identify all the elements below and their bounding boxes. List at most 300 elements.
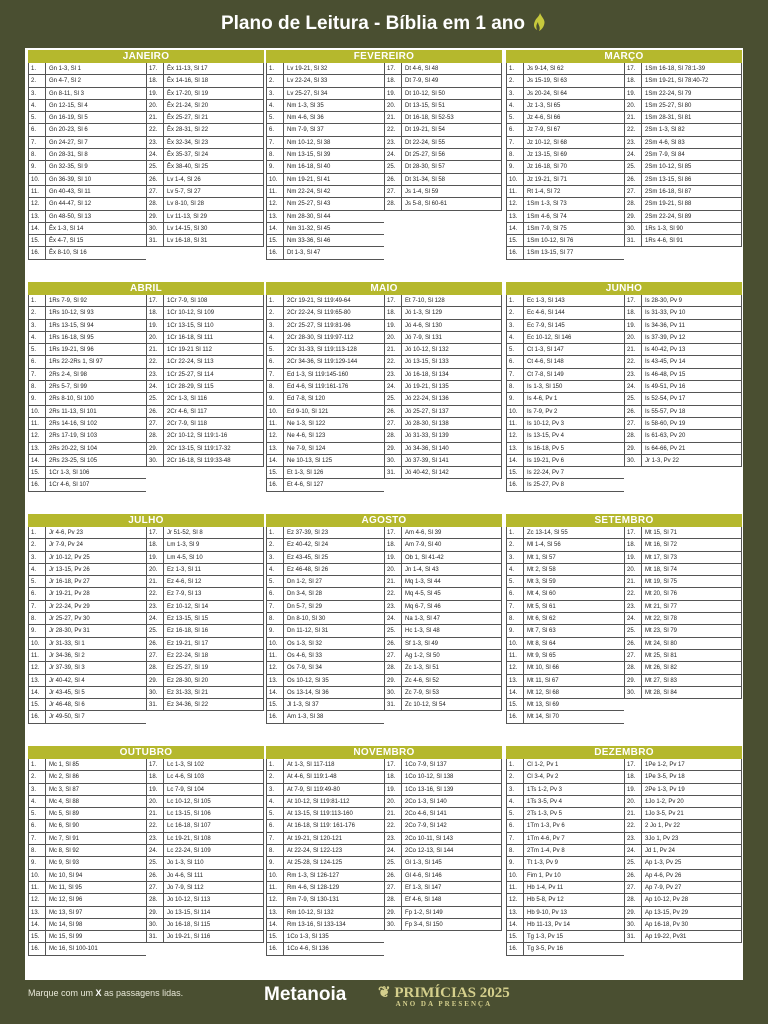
reading-day[interactable] [28,552,146,564]
reading-day[interactable] [28,381,146,393]
reading-day[interactable] [28,247,146,259]
reading-day[interactable] [624,235,742,247]
reading-day[interactable] [266,625,384,637]
reading-day[interactable] [624,894,742,906]
reading-day[interactable] [266,699,384,711]
reading-day[interactable] [146,406,264,418]
reading-day[interactable] [146,344,264,356]
reading-day[interactable] [146,455,264,467]
reading-day[interactable] [146,919,264,931]
reading-day[interactable] [266,845,384,857]
reading-day[interactable] [624,833,742,845]
reading-day[interactable] [624,564,742,576]
reading-day[interactable] [384,857,502,869]
reading-day[interactable] [384,100,502,112]
reading-day[interactable] [624,369,742,381]
reading-day[interactable] [266,161,384,173]
reading-day[interactable] [384,88,502,100]
reading-day[interactable] [384,344,502,356]
reading-day[interactable] [506,455,624,467]
reading-day[interactable] [266,687,384,699]
reading-day[interactable] [146,894,264,906]
reading-day[interactable] [624,820,742,832]
reading-day[interactable] [506,784,624,796]
reading-day[interactable] [506,161,624,173]
reading-day[interactable] [624,406,742,418]
reading-day[interactable] [384,393,502,405]
reading-day[interactable] [146,235,264,247]
reading-day[interactable] [506,613,624,625]
reading-day[interactable] [28,75,146,87]
reading-day[interactable] [266,601,384,613]
reading-day[interactable] [28,198,146,210]
reading-day[interactable] [506,430,624,442]
reading-day[interactable] [624,295,742,307]
reading-day[interactable] [28,870,146,882]
reading-day[interactable] [384,320,502,332]
reading-day[interactable] [28,845,146,857]
reading-day[interactable] [146,699,264,711]
reading-day[interactable] [266,443,384,455]
reading-day[interactable] [266,381,384,393]
reading-day[interactable] [384,369,502,381]
reading-day[interactable] [146,527,264,539]
reading-day[interactable] [266,613,384,625]
reading-day[interactable] [384,430,502,442]
reading-day[interactable] [506,943,624,955]
reading-day[interactable] [506,625,624,637]
reading-day[interactable] [28,539,146,551]
reading-day[interactable] [384,759,502,771]
reading-day[interactable] [28,662,146,674]
reading-day[interactable] [384,75,502,87]
reading-day[interactable] [146,88,264,100]
reading-day[interactable] [146,539,264,551]
reading-day[interactable] [624,344,742,356]
reading-day[interactable] [146,137,264,149]
reading-day[interactable] [384,418,502,430]
reading-day[interactable] [266,576,384,588]
reading-day[interactable] [624,613,742,625]
reading-day[interactable] [384,112,502,124]
reading-day[interactable] [146,100,264,112]
reading-day[interactable] [266,430,384,442]
reading-day[interactable] [28,931,146,943]
reading-day[interactable] [506,894,624,906]
reading-day[interactable] [28,430,146,442]
reading-day[interactable] [266,711,384,723]
reading-day[interactable] [266,211,384,223]
reading-day[interactable] [28,307,146,319]
reading-day[interactable] [28,796,146,808]
reading-day[interactable] [266,907,384,919]
reading-day[interactable] [146,223,264,235]
reading-day[interactable] [146,369,264,381]
reading-day[interactable] [506,687,624,699]
reading-day[interactable] [624,124,742,136]
reading-day[interactable] [506,601,624,613]
reading-day[interactable] [146,796,264,808]
reading-day[interactable] [266,100,384,112]
reading-day[interactable] [28,808,146,820]
reading-day[interactable] [28,699,146,711]
reading-day[interactable] [266,332,384,344]
reading-day[interactable] [146,759,264,771]
reading-day[interactable] [266,198,384,210]
reading-day[interactable] [146,857,264,869]
reading-day[interactable] [146,687,264,699]
reading-day[interactable] [146,613,264,625]
reading-day[interactable] [28,235,146,247]
reading-day[interactable] [28,161,146,173]
reading-day[interactable] [266,455,384,467]
reading-day[interactable] [28,332,146,344]
reading-day[interactable] [506,771,624,783]
reading-day[interactable] [384,588,502,600]
reading-day[interactable] [146,381,264,393]
reading-day[interactable] [506,638,624,650]
reading-day[interactable] [624,588,742,600]
reading-day[interactable] [146,356,264,368]
reading-day[interactable] [146,63,264,75]
reading-day[interactable] [506,100,624,112]
reading-day[interactable] [384,662,502,674]
reading-day[interactable] [28,650,146,662]
reading-day[interactable] [266,344,384,356]
reading-day[interactable] [624,539,742,551]
reading-day[interactable] [506,576,624,588]
reading-day[interactable] [266,356,384,368]
reading-day[interactable] [28,479,146,491]
reading-day[interactable] [506,907,624,919]
reading-day[interactable] [266,943,384,955]
reading-day[interactable] [146,430,264,442]
reading-day[interactable] [266,527,384,539]
reading-day[interactable] [624,601,742,613]
reading-day[interactable] [384,332,502,344]
reading-day[interactable] [28,418,146,430]
reading-day[interactable] [28,943,146,955]
reading-day[interactable] [28,88,146,100]
reading-day[interactable] [506,443,624,455]
reading-day[interactable] [624,75,742,87]
reading-day[interactable] [624,675,742,687]
reading-day[interactable] [384,601,502,613]
reading-day[interactable] [384,307,502,319]
reading-day[interactable] [28,588,146,600]
reading-day[interactable] [146,820,264,832]
reading-day[interactable] [146,845,264,857]
reading-day[interactable] [28,455,146,467]
reading-day[interactable] [624,882,742,894]
reading-day[interactable] [384,919,502,931]
reading-day[interactable] [506,539,624,551]
reading-day[interactable] [266,650,384,662]
reading-day[interactable] [266,552,384,564]
reading-day[interactable] [624,931,742,943]
reading-day[interactable] [384,820,502,832]
reading-day[interactable] [28,443,146,455]
reading-day[interactable] [624,112,742,124]
reading-day[interactable] [506,418,624,430]
reading-day[interactable] [506,235,624,247]
reading-day[interactable] [28,137,146,149]
reading-day[interactable] [146,650,264,662]
reading-day[interactable] [146,638,264,650]
reading-day[interactable] [266,393,384,405]
reading-day[interactable] [266,149,384,161]
reading-day[interactable] [624,211,742,223]
reading-day[interactable] [506,198,624,210]
reading-day[interactable] [506,174,624,186]
reading-day[interactable] [28,393,146,405]
reading-day[interactable] [506,393,624,405]
reading-day[interactable] [266,759,384,771]
reading-day[interactable] [506,406,624,418]
reading-day[interactable] [266,479,384,491]
reading-day[interactable] [28,711,146,723]
reading-day[interactable] [28,857,146,869]
reading-day[interactable] [624,149,742,161]
reading-day[interactable] [384,894,502,906]
reading-day[interactable] [506,211,624,223]
reading-day[interactable] [28,638,146,650]
reading-day[interactable] [146,588,264,600]
reading-day[interactable] [506,919,624,931]
reading-day[interactable] [28,344,146,356]
reading-day[interactable] [624,418,742,430]
reading-day[interactable] [266,75,384,87]
reading-day[interactable] [506,711,624,723]
reading-day[interactable] [146,808,264,820]
reading-day[interactable] [384,638,502,650]
reading-day[interactable] [384,467,502,479]
reading-day[interactable] [266,406,384,418]
reading-day[interactable] [28,894,146,906]
reading-day[interactable] [384,687,502,699]
reading-day[interactable] [28,527,146,539]
reading-day[interactable] [624,527,742,539]
reading-day[interactable] [624,907,742,919]
reading-day[interactable] [384,882,502,894]
reading-day[interactable] [146,186,264,198]
reading-day[interactable] [146,833,264,845]
reading-day[interactable] [266,662,384,674]
reading-day[interactable] [146,198,264,210]
reading-day[interactable] [28,675,146,687]
reading-day[interactable] [506,833,624,845]
reading-day[interactable] [384,796,502,808]
reading-day[interactable] [624,650,742,662]
reading-day[interactable] [384,870,502,882]
reading-day[interactable] [624,662,742,674]
reading-day[interactable] [266,137,384,149]
reading-day[interactable] [28,149,146,161]
reading-day[interactable] [146,564,264,576]
reading-day[interactable] [624,552,742,564]
reading-day[interactable] [506,845,624,857]
reading-day[interactable] [506,63,624,75]
reading-day[interactable] [506,588,624,600]
reading-day[interactable] [146,771,264,783]
reading-day[interactable] [266,638,384,650]
reading-day[interactable] [28,320,146,332]
reading-day[interactable] [624,784,742,796]
reading-day[interactable] [384,845,502,857]
reading-day[interactable] [624,161,742,173]
reading-day[interactable] [624,771,742,783]
reading-day[interactable] [506,650,624,662]
reading-day[interactable] [266,124,384,136]
reading-day[interactable] [146,418,264,430]
reading-day[interactable] [28,467,146,479]
reading-day[interactable] [506,149,624,161]
reading-day[interactable] [506,137,624,149]
reading-day[interactable] [28,759,146,771]
reading-day[interactable] [506,88,624,100]
reading-day[interactable] [624,455,742,467]
reading-day[interactable] [146,174,264,186]
reading-day[interactable] [384,650,502,662]
reading-day[interactable] [384,198,502,210]
reading-day[interactable] [624,687,742,699]
reading-day[interactable] [28,124,146,136]
reading-day[interactable] [266,418,384,430]
reading-day[interactable] [506,820,624,832]
reading-day[interactable] [146,443,264,455]
reading-day[interactable] [506,369,624,381]
reading-day[interactable] [266,235,384,247]
reading-day[interactable] [506,356,624,368]
reading-day[interactable] [506,320,624,332]
reading-day[interactable] [624,63,742,75]
reading-day[interactable] [146,931,264,943]
reading-day[interactable] [506,223,624,235]
reading-day[interactable] [266,369,384,381]
reading-day[interactable] [146,870,264,882]
reading-day[interactable] [266,675,384,687]
reading-day[interactable] [506,808,624,820]
reading-day[interactable] [624,638,742,650]
reading-day[interactable] [624,381,742,393]
reading-day[interactable] [28,907,146,919]
reading-day[interactable] [266,784,384,796]
reading-day[interactable] [28,613,146,625]
reading-day[interactable] [28,820,146,832]
reading-day[interactable] [266,174,384,186]
reading-day[interactable] [266,833,384,845]
reading-day[interactable] [506,662,624,674]
reading-day[interactable] [146,675,264,687]
reading-day[interactable] [266,223,384,235]
reading-day[interactable] [506,75,624,87]
reading-day[interactable] [384,675,502,687]
reading-day[interactable] [624,857,742,869]
reading-day[interactable] [624,137,742,149]
reading-day[interactable] [28,771,146,783]
reading-day[interactable] [266,857,384,869]
reading-day[interactable] [266,870,384,882]
reading-day[interactable] [28,784,146,796]
reading-day[interactable] [28,63,146,75]
reading-day[interactable] [506,552,624,564]
reading-day[interactable] [146,332,264,344]
reading-day[interactable] [506,124,624,136]
reading-day[interactable] [146,307,264,319]
reading-day[interactable] [506,344,624,356]
reading-day[interactable] [624,919,742,931]
reading-day[interactable] [266,796,384,808]
reading-day[interactable] [384,564,502,576]
reading-day[interactable] [506,479,624,491]
reading-day[interactable] [624,796,742,808]
reading-day[interactable] [506,247,624,259]
reading-day[interactable] [384,625,502,637]
reading-day[interactable] [146,907,264,919]
reading-day[interactable] [28,369,146,381]
reading-day[interactable] [266,247,384,259]
reading-day[interactable] [266,771,384,783]
reading-day[interactable] [624,320,742,332]
reading-day[interactable] [624,393,742,405]
reading-day[interactable] [146,161,264,173]
reading-day[interactable] [624,870,742,882]
reading-day[interactable] [506,112,624,124]
reading-day[interactable] [146,211,264,223]
reading-day[interactable] [266,894,384,906]
reading-day[interactable] [266,186,384,198]
reading-day[interactable] [384,527,502,539]
reading-day[interactable] [384,808,502,820]
reading-day[interactable] [266,882,384,894]
reading-day[interactable] [506,796,624,808]
reading-day[interactable] [624,88,742,100]
reading-day[interactable] [28,295,146,307]
reading-day[interactable] [384,137,502,149]
reading-day[interactable] [624,223,742,235]
reading-day[interactable] [624,759,742,771]
reading-day[interactable] [28,687,146,699]
reading-day[interactable] [384,174,502,186]
reading-day[interactable] [384,784,502,796]
reading-day[interactable] [384,576,502,588]
reading-day[interactable] [146,75,264,87]
reading-day[interactable] [266,919,384,931]
reading-day[interactable] [624,808,742,820]
reading-day[interactable] [624,356,742,368]
reading-day[interactable] [624,307,742,319]
reading-day[interactable] [506,564,624,576]
reading-day[interactable] [146,393,264,405]
reading-day[interactable] [384,161,502,173]
reading-day[interactable] [146,149,264,161]
reading-day[interactable] [506,931,624,943]
reading-day[interactable] [28,625,146,637]
reading-day[interactable] [506,186,624,198]
reading-day[interactable] [146,552,264,564]
reading-day[interactable] [28,174,146,186]
reading-day[interactable] [28,882,146,894]
reading-day[interactable] [624,430,742,442]
reading-day[interactable] [384,63,502,75]
reading-day[interactable] [28,833,146,845]
reading-day[interactable] [146,625,264,637]
reading-day[interactable] [146,784,264,796]
reading-day[interactable] [266,808,384,820]
reading-day[interactable] [384,455,502,467]
reading-day[interactable] [146,295,264,307]
reading-day[interactable] [28,601,146,613]
